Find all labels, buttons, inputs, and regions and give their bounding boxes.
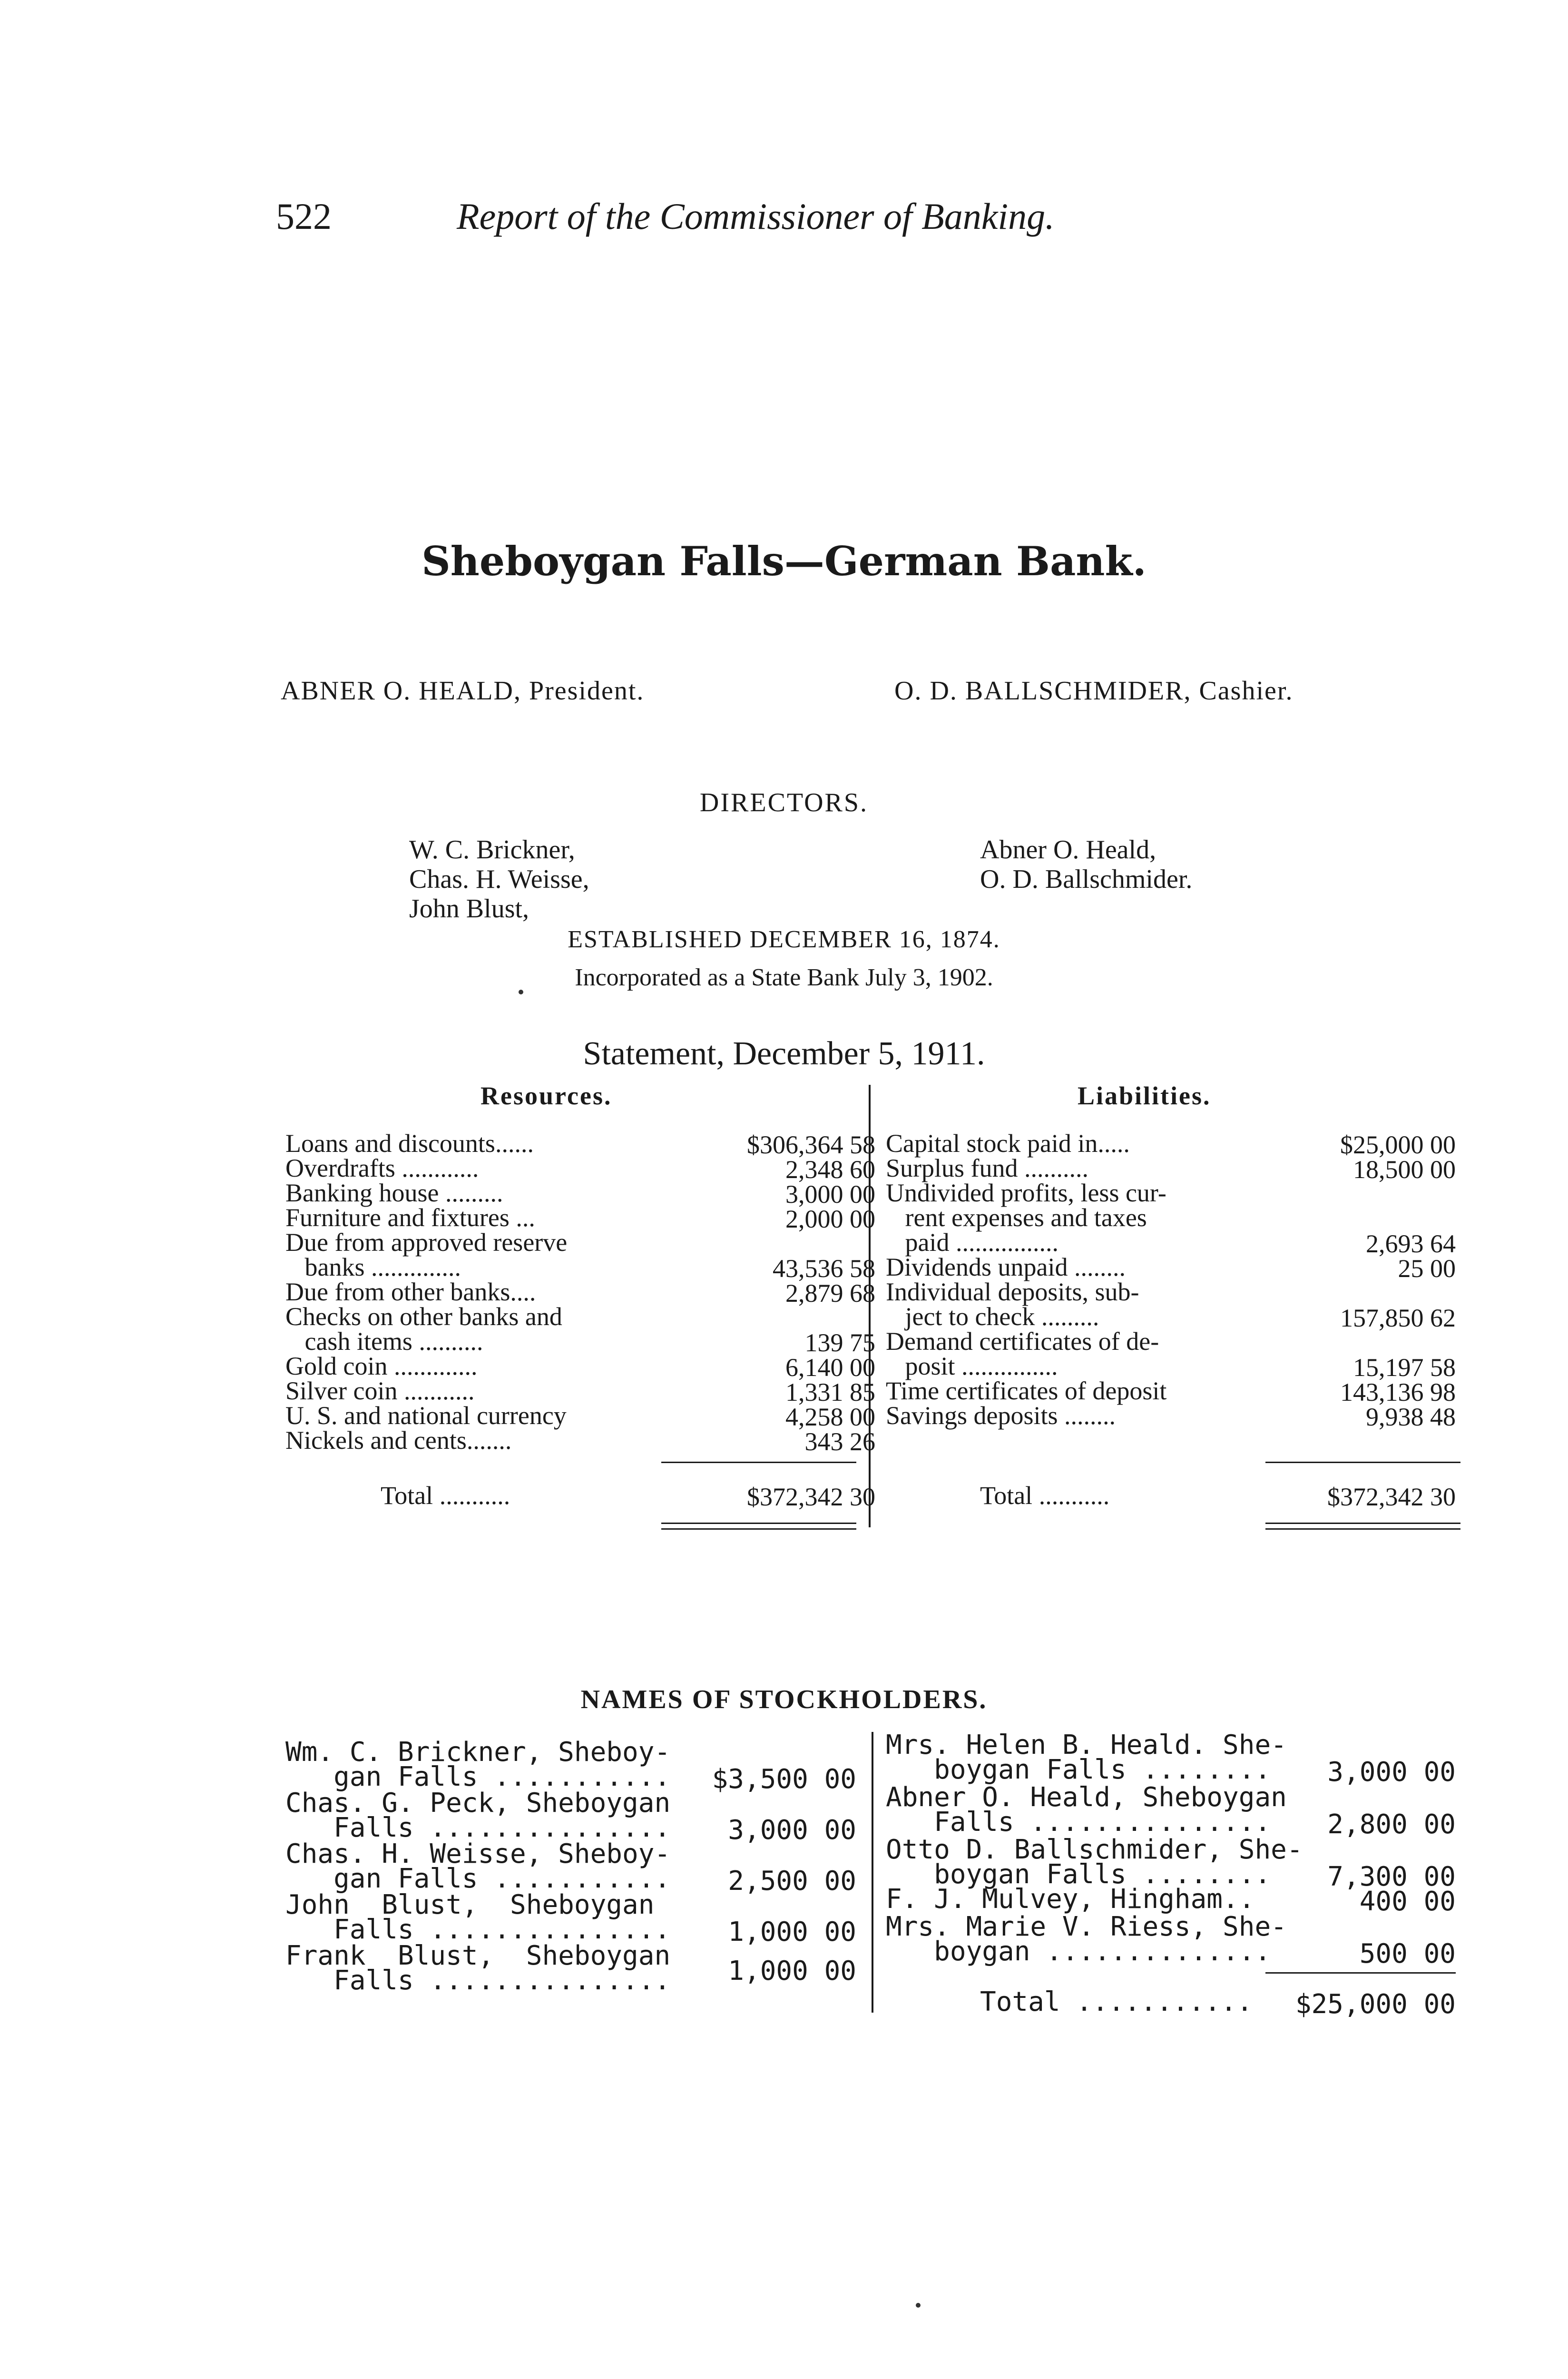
stockholder-name-cont: gan Falls ........... [285, 1761, 671, 1792]
resources-total-label: Total ........... [381, 1481, 510, 1510]
stockholder-name-cont: gan Falls ........... [285, 1863, 671, 1894]
stockholder-amount: 7,300 00 [1327, 1861, 1456, 1892]
president: ABNER O. HEALD, President. [281, 676, 645, 706]
stockholders-heading: NAMES OF STOCKHOLDERS. [580, 1685, 988, 1714]
directors-heading: DIRECTORS. [699, 788, 869, 817]
liabilities-row-amount: 18,500 00 [1353, 1155, 1456, 1184]
stockholder-amount: 1,000 00 [728, 1956, 856, 1986]
director: Abner O. Heald, [980, 835, 1156, 865]
liabilities-row-label: Capital stock paid in..... [886, 1129, 1130, 1158]
stockholder-amount: 2,800 00 [1327, 1809, 1456, 1840]
stockholder-name: Wm. C. Brickner, Sheboy- [285, 1737, 671, 1768]
resources-row-label: Silver coin ........... [285, 1376, 475, 1405]
stockholder-name: Otto D. Ballschmider, She- [886, 1834, 1303, 1865]
resources-row-label: Due from other banks.... [285, 1278, 536, 1306]
total-rule [1265, 1462, 1460, 1463]
resources-row-label: cash items .......... [285, 1327, 483, 1356]
stockholder-name-cont: boygan .............. [886, 1936, 1271, 1967]
resources-row-amount: 3,000 00 [785, 1180, 875, 1209]
double-rule [661, 1523, 856, 1524]
bank-title: Sheboygan Falls—German Bank. [421, 538, 1147, 585]
resources-row-label: Gold coin ............. [285, 1352, 478, 1380]
resources-row-amount: 343 26 [804, 1427, 875, 1456]
stockholder-name-cont: Falls ............... [285, 1812, 671, 1843]
stockholders-total-label: Total ........... [980, 1986, 1253, 2017]
liabilities-row-amount: 157,850 62 [1340, 1304, 1456, 1332]
resources-row-amount: 2,879 68 [785, 1279, 875, 1307]
resources-heading: Resources. [480, 1081, 612, 1110]
liabilities-total-amount: $372,342 30 [1327, 1483, 1456, 1511]
resources-row-amount: 1,331 85 [785, 1378, 875, 1406]
liabilities-row-label: Undivided profits, less cur- [886, 1179, 1166, 1207]
resources-row-amount: 43,536 58 [773, 1254, 875, 1283]
liabilities-row-label: Surplus fund .......... [886, 1154, 1089, 1182]
stockholder-name-cont: Falls ............... [886, 1807, 1271, 1838]
liabilities-row-label: ject to check ......... [886, 1302, 1099, 1331]
stockholder-name: Frank Blust, Sheboygan [285, 1940, 671, 1971]
resources-row-amount: 6,140 00 [785, 1353, 875, 1382]
resources-row-label: Overdrafts ............ [285, 1154, 479, 1182]
stockholder-name: John Blust, Sheboygan [285, 1889, 655, 1920]
liabilities-row-label: Demand certificates of de- [886, 1327, 1159, 1356]
resources-row-label: Checks on other banks and [285, 1302, 562, 1331]
director: Chas. H. Weisse, [409, 865, 589, 894]
stockholder-amount: 400 00 [1359, 1886, 1456, 1917]
resources-row-label: banks .............. [285, 1253, 461, 1281]
resources-row-amount: 2,000 00 [785, 1205, 875, 1233]
stockholder-name-cont: boygan Falls ........ [886, 1754, 1271, 1785]
resources-total-amount: $372,342 30 [747, 1483, 875, 1511]
liabilities-row-amount: 25 00 [1398, 1254, 1456, 1283]
liabilities-row-amount: $25,000 00 [1340, 1131, 1456, 1159]
liabilities-row-label: Time certificates of deposit [886, 1376, 1167, 1405]
resources-row-label: Furniture and fixtures ... [285, 1203, 535, 1232]
incorporated-line: Incorporated as a State Bank July 3, 1902. [575, 964, 993, 991]
stockholder-name-cont: Falls ............... [285, 1914, 671, 1945]
stockholder-name: F. J. Mulvey, Hingham.. [886, 1884, 1255, 1915]
stockholder-amount: $3,500 00 [712, 1764, 856, 1795]
liabilities-row-amount: 143,136 98 [1340, 1378, 1456, 1406]
liabilities-row-amount: 9,938 48 [1366, 1403, 1456, 1431]
resources-row-label: Nickels and cents....... [285, 1426, 512, 1455]
liabilities-row-label: rent expenses and taxes [886, 1203, 1147, 1232]
stockholder-amount: 500 00 [1359, 1938, 1456, 1969]
liabilities-row-amount: 2,693 64 [1366, 1229, 1456, 1258]
directors-right [980, 835, 1192, 894]
liabilities-total-label: Total ........... [980, 1481, 1110, 1510]
directors-left [409, 835, 589, 924]
director: O. D. Ballschmider. [980, 865, 1193, 894]
stockholder-name-cont: Falls ............... [285, 1965, 671, 1996]
liabilities-row-label: Savings deposits ........ [886, 1401, 1116, 1430]
liabilities-heading: Liabilities. [1078, 1081, 1211, 1110]
liabilities-row-label: paid ................ [886, 1228, 1058, 1257]
resources-row-amount: 2,348 60 [785, 1155, 875, 1184]
resources-row-amount: 139 75 [804, 1328, 875, 1357]
director: W. C. Brickner, [409, 835, 575, 865]
stockholders-divider [872, 1732, 873, 2013]
resources-row-label: Due from approved reserve [285, 1228, 568, 1257]
stockholder-name: Chas. H. Weisse, Sheboy- [285, 1838, 671, 1869]
liabilities-row-amount: 15,197 58 [1353, 1353, 1456, 1382]
director: John Blust, [409, 894, 529, 924]
running-title: Report of the Commissioner of Banking. [457, 196, 1055, 237]
page-number: 522 [276, 196, 332, 237]
resources-row-label: Banking house ......... [285, 1179, 503, 1207]
scan-speck [519, 990, 523, 994]
double-rule [1265, 1523, 1460, 1524]
stockholder-amount: 1,000 00 [728, 1917, 856, 1947]
stockholder-name: Mrs. Marie V. Riess, She- [886, 1911, 1287, 1942]
liabilities-row-label: posit ............... [886, 1352, 1058, 1380]
resources-row-label: U. S. and national currency [285, 1401, 567, 1430]
resources-row-amount: 4,258 00 [785, 1403, 875, 1431]
liabilities-row-label: Individual deposits, sub- [886, 1278, 1139, 1306]
scan-speck [916, 2303, 921, 2308]
liabilities-row-label: Dividends unpaid ........ [886, 1253, 1126, 1281]
stockholder-amount: 3,000 00 [1327, 1757, 1456, 1788]
double-rule [661, 1528, 856, 1530]
stockholder-amount: 2,500 00 [728, 1866, 856, 1897]
total-rule [661, 1462, 856, 1463]
resources-row-label: Loans and discounts...... [285, 1129, 534, 1158]
double-rule [1265, 1528, 1460, 1530]
stockholder-name-cont: boygan Falls ........ [886, 1859, 1271, 1890]
statement-title: Statement, December 5, 1911. [583, 1035, 985, 1072]
stockholder-name: Mrs. Helen B. Heald. She- [886, 1730, 1287, 1760]
resources-row-amount: $306,364 58 [747, 1131, 875, 1159]
total-rule [1265, 1972, 1456, 1974]
stockholder-name: Chas. G. Peck, Sheboygan [285, 1788, 671, 1819]
stockholders-total-amount: $25,000 00 [1295, 1989, 1456, 2020]
stockholder-name: Abner O. Heald, Sheboygan [886, 1782, 1287, 1813]
cashier: O. D. BALLSCHMIDER, Cashier. [894, 676, 1294, 706]
stockholder-amount: 3,000 00 [728, 1815, 856, 1846]
established-line: ESTABLISHED DECEMBER 16, 1874. [568, 926, 1000, 953]
